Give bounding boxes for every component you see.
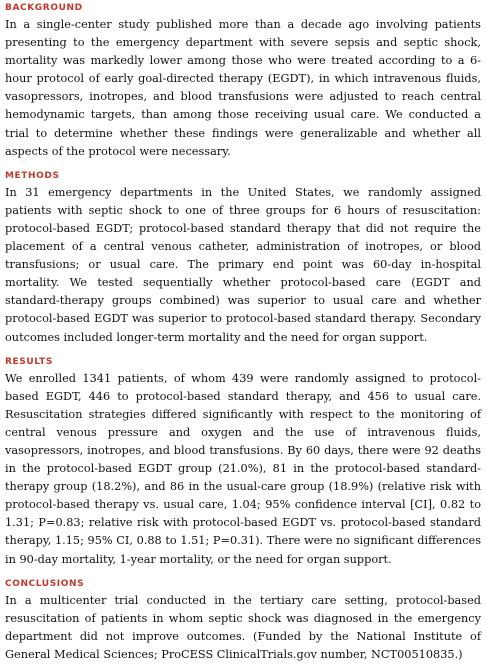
- section-divider: [5, 569, 481, 576]
- heading-methods: METHODS: [5, 170, 60, 181]
- paragraph-background: In a single-center study published more than a decade ago involving patients presenting to the emergency department with severe sepsis and septic shock, mortality was markedly lower among those who were treated according to a 6-hour protocol of early goal-directed therapy (EGDT), in which intravenous fluids, vasopressors, inotropes, and blood transfusions were adjusted to reach central hemodynamic targets, than among those receiving usual care. We conducted a trial to determine whether these findings were generalizable and whether all aspects of the protocol were necessary.: [5, 18, 481, 158]
- paragraph-results: We enrolled 1341 patients, of whom 439 were randomly assigned to protocol-based EGDT, 446 to protocol-based standard therapy, and 456 to usual care. Resuscitation strategies differed significantly with respect to the monitoring of central venous pressure and oxygen and the use of intravenous fluids, vasopressors, inotropes, and blood transfusions. By 60 days, there were 92 deaths in the protocol-based EGDT group (21.0%), 81 in the protocol-based standard-therapy group (18.2%), and 86 in the usual-care group (18.9%) (relative risk with protocol-based therapy vs. usual care, 1.04; 95% confidence interval [CI], 0.82 to 1.31; P=0.83; relative risk with protocol-based EGDT vs. protocol-based standard therapy, 1.15; 95% CI, 0.88 to 1.51; P=0.31). There were no significant differences in 90-day mortality, 1-year mortality, or the need for organ support.: [5, 371, 481, 566]
- paragraph-methods: In 31 emergency departments in the United States, we randomly assigned patients with septic shock to one of three groups for 6 hours of resuscitation: protocol-based EGDT; protocol-based standard therapy that did not require the placement of a central venous catheter, administration of inotropes, or blood transfusions; or usual care. The primary end point was 60-day in-hospital mortality. We tested sequentially whether protocol-based care (EGDT and standard-therapy groups combined) was superior to usual care and whether protocol-based EGDT was superior to protocol-based standard therapy. Secondary outcomes included longer-term mortality and the need for organ support.: [5, 185, 481, 344]
- heading-background: BACKGROUND: [5, 3, 83, 13]
- section-divider: [5, 347, 481, 354]
- paragraph-conclusions: In a multicenter trial conducted in the tertiary care setting, protocol-based resuscitation of patients in whom septic shock was diagnosed in the emergency department did not improve outcomes. (Funded by the National Institute of General Medical Sciences; ProCESS ClinicalTrials.gov number, NCT00510835.): [5, 593, 481, 661]
- heading-results: RESULTS: [5, 356, 53, 367]
- section-conclusions: [5, 576, 481, 664]
- section-methods: [5, 168, 481, 347]
- heading-conclusions: CONCLUSIONS: [5, 578, 85, 589]
- section-background: [5, 0, 481, 161]
- section-divider: [5, 161, 481, 168]
- section-results: [5, 354, 481, 569]
